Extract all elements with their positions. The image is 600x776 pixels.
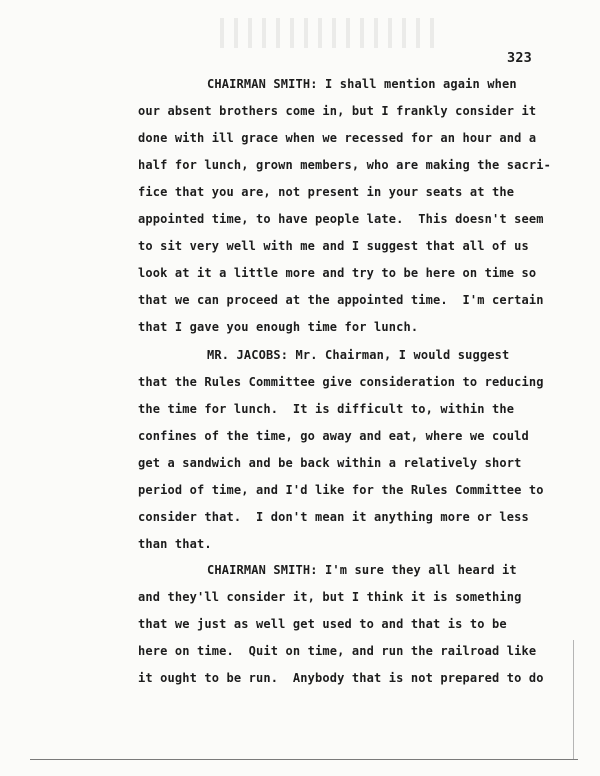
text-line: that we just as well get used to and that is to be <box>138 617 507 631</box>
text-line: half for lunch, grown members, who are making the sacri- <box>138 158 551 172</box>
text-line: MR. JACOBS: Mr. Chairman, I would suggest <box>207 348 510 362</box>
text-line: that the Rules Committee give consideration to reducing <box>138 375 544 389</box>
bleed-through-artifact <box>220 18 440 48</box>
text-line: consider that. I don't mean it anything more or less <box>138 510 529 524</box>
text-line: than that. <box>138 537 212 551</box>
text-line: that I gave you enough time for lunch. <box>138 320 419 334</box>
text-line: look at it a little more and try to be here on time so <box>138 266 537 280</box>
text-line: period of time, and I'd like for the Rules Committee to <box>138 483 544 497</box>
text-line: get a sandwich and be back within a relatively short <box>138 456 522 470</box>
page-edge-line <box>573 640 574 760</box>
text-line: our absent brothers come in, but I frankly consider it <box>138 104 537 118</box>
bottom-edge-line <box>30 759 578 760</box>
text-line: fice that you are, not present in your seats at the <box>138 185 515 199</box>
text-line: appointed time, to have people late. This doesn't seem <box>138 212 544 226</box>
text-line: CHAIRMAN SMITH: I shall mention again when <box>207 77 517 91</box>
text-line: CHAIRMAN SMITH: I'm sure they all heard it <box>207 563 517 577</box>
text-line: here on time. Quit on time, and run the railroad like <box>138 644 537 658</box>
text-line: confines of the time, go away and eat, where we could <box>138 429 529 443</box>
text-line: it ought to be run. Anybody that is not prepared to do <box>138 671 544 685</box>
page-number: 323 <box>507 50 532 66</box>
text-line: to sit very well with me and I suggest that all of us <box>138 239 529 253</box>
text-line: done with ill grace when we recessed for an hour and a <box>138 131 537 145</box>
text-line: and they'll consider it, but I think it is something <box>138 590 522 604</box>
text-line: that we can proceed at the appointed time. I'm certain <box>138 293 544 307</box>
text-line: the time for lunch. It is difficult to, within the <box>138 402 515 416</box>
